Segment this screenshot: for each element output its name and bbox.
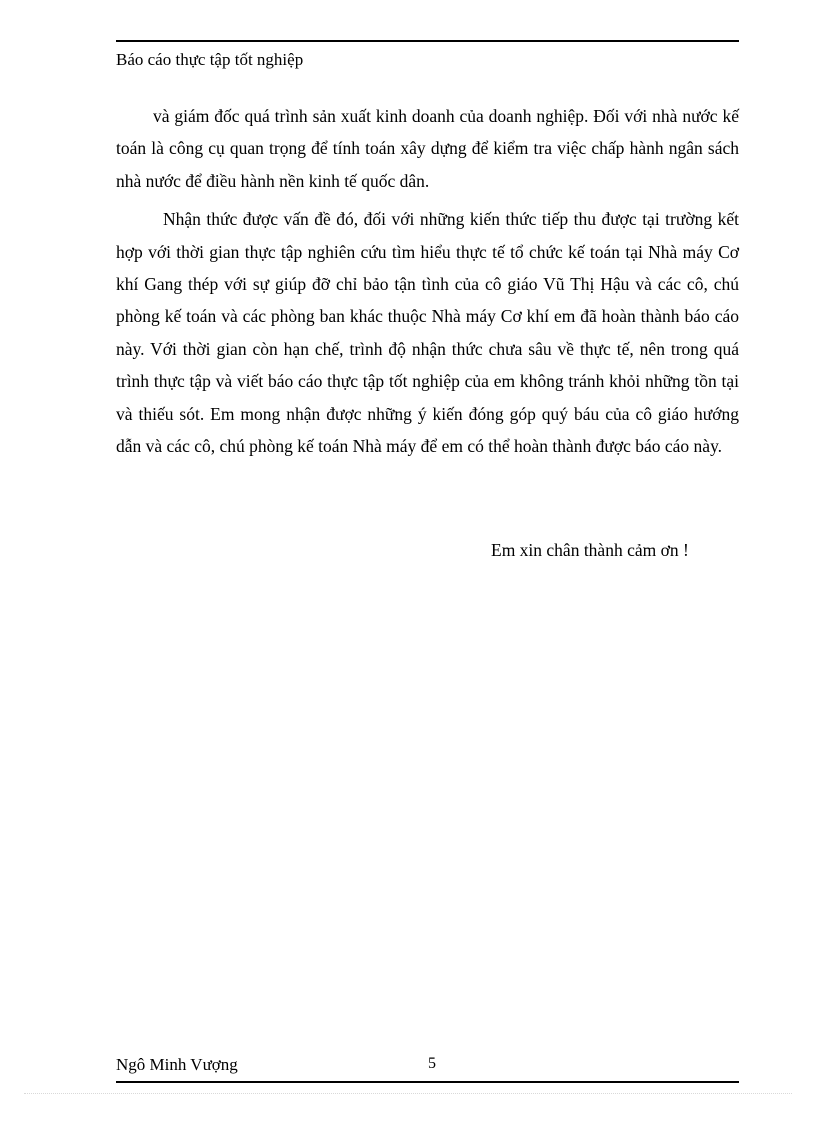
paragraph-1: và giám đốc quá trình sản xuất kinh doanh của doanh nghiệp. Đối với nhà nước kế toán là công cụ quan trọng để tính toán xây dựng để kiểm tra việc chấp hành ngân sách nhà nước để điều hành nền kinh tế quốc dân. — [116, 106, 739, 191]
page-boundary — [24, 1093, 792, 1094]
footer-rule — [116, 1081, 739, 1083]
header-title: Báo cáo thực tập tốt nghiệp — [116, 50, 304, 69]
header-rule — [116, 40, 739, 42]
closing-line: Em xin chân thành cảm ơn ! — [491, 540, 689, 560]
page-number: 5 — [428, 1055, 436, 1072]
paragraph-2: Nhận thức được vấn đề đó, đối với những kiến thức tiếp thu được tại trường kết hợp với thời gian thực tập nghiên cứu tìm hiểu thực tế tổ chức kế toán tại Nhà máy Cơ khí Gang thép với sự giúp đỡ chỉ bảo tận tình của cô giáo Vũ Thị Hậu và các cô, chú phòng kế toán và các phòng ban khác thuộc Nhà máy Cơ khí em đã hoàn thành báo cáo này. Với thời gian còn hạn chế, trình độ nhận thức chưa sâu về thực tế, nên trong quá trình thực tập và viết báo cáo thực tập tốt nghiệp của em không tránh khỏi những tồn tại và thiếu sót. Em mong nhận được những ý kiến đóng góp quý báu của cô giáo hướng dẫn và các cô, chú phòng kế toán Nhà máy để em có thể hoàn thành được báo cáo này. — [116, 209, 739, 457]
footer-author: Ngô Minh Vượng — [116, 1055, 238, 1074]
document-body — [116, 100, 739, 462]
